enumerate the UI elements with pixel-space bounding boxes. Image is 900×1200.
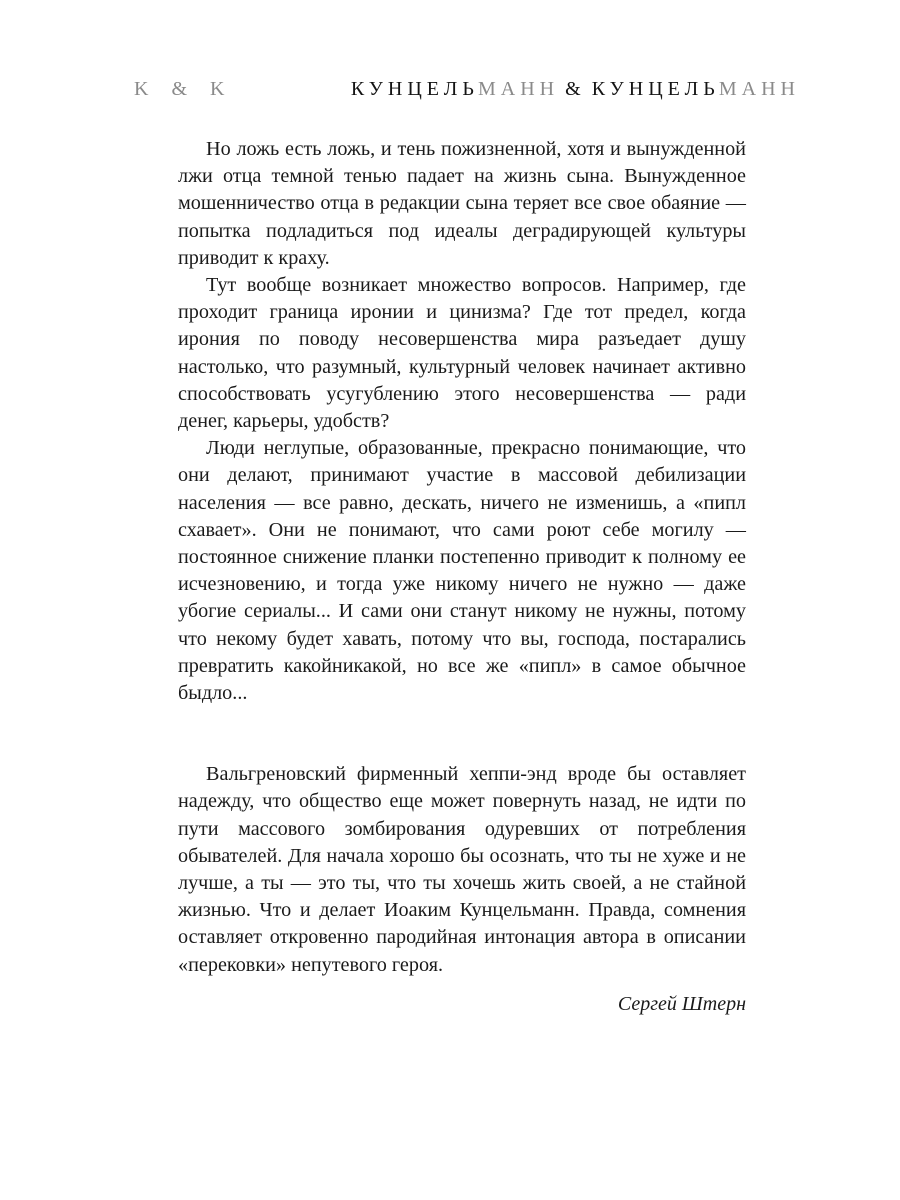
paragraph-3: Люди неглупые, образованные, прекрасно понимающие, что они делают, принимают участие в массовой дебилизации населения — все равно, дескать, ничего не изменишь, а «пипл схавает». Они не понимают, что сами роют себе могилу — постоянное снижение планки постепенно приводит к полному ее исчезновению, и тогда уже никому ничего не нужно — даже убогие сериалы... И сами они станут никому не нужны, потому что некому будет хавать, потому что вы, господа, постарались превратить какойникакой, но все же «пипл» в самое обычное быдло... [178,437,746,705]
header-book-title [351,78,800,101]
running-header [0,78,900,108]
paragraph-4: Вальгреновский фирменный хеппи-энд вроде бы оставляет надежду, что общество еще может повернуть назад, не идти по пути массового зомбирования одуревших от потребления обывателей. Для начала хорошо бы осознать, что ты не хуже и не лучше, а ты — это ты, что ты хочешь жить своей, а не стайной жизнью. Что и делает Иоаким Кунцельманн. Правда, сомнения оставляет откровенно пародийная интонация автора в описании «перековки» непутевого героя. [178,763,746,976]
header-title-part1: КУНЦЕЛЬ [350,78,478,100]
author-signature: Сергей Штерн [617,993,746,1015]
header-ampersand: & [565,78,586,100]
header-title-part2: МАНН [478,78,560,100]
section-break [178,707,746,761]
body-text [178,136,746,979]
header-title-part3: КУНЦЕЛЬ [591,78,719,100]
header-title-part4: МАНН [718,78,800,100]
header-initials: K & K [134,78,234,100]
paragraph-2: Тут вообще возникает множество вопросов. Например, где проходит граница иронии и цинизма? Где тот предел, когда ирония по поводу несовершенства мира разъедает душу настолько, что разумный, культурный человек начинает активно способствовать усугублению этого несовершенства — ради денег, карьеры, удобств? [178,274,746,433]
paragraph-1: Но ложь есть ложь, и тень пожизненной, хотя и вынужденной лжи отца темной тенью падает на жизнь сына. Вынужденное мошенничество отца в редакции сына теряет все свое обаяние — попытка подладиться под идеалы деградирующей культуры приводит к краху. [178,138,746,269]
